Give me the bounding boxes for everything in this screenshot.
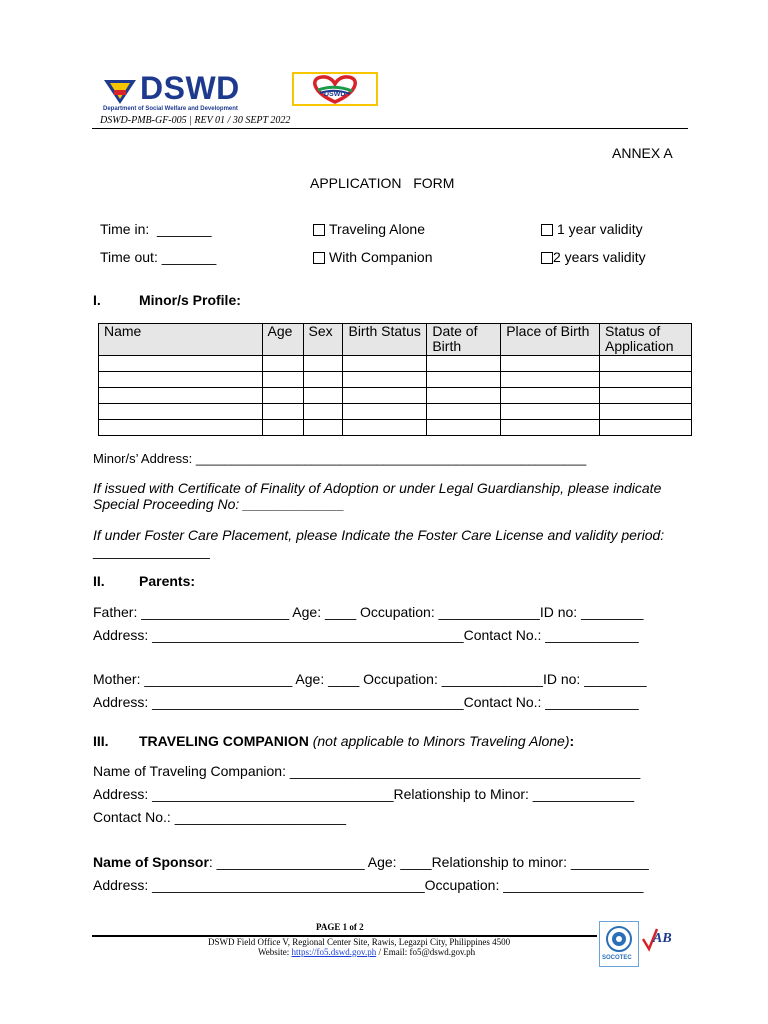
table-row — [99, 420, 692, 436]
foster-note-line1: If under Foster Care Placement, please Indicate the Foster Care License and validity period: — [93, 527, 665, 543]
table-cell[interactable] — [343, 388, 427, 404]
table-cell[interactable] — [262, 372, 303, 388]
table-cell[interactable] — [99, 356, 263, 372]
minor-address-field[interactable]: Minor/s’ Address: ______________________________________________________ — [93, 451, 587, 466]
footer-contact — [258, 947, 475, 957]
header-rule — [92, 128, 688, 129]
table-cell[interactable] — [501, 404, 600, 420]
col-header-name: Name — [99, 324, 263, 356]
companion-name-field[interactable]: Name of Traveling Companion: _____________________________________________ — [93, 763, 641, 779]
section2-number: II. — [93, 573, 105, 589]
time-in-field[interactable]: Time in: _______ — [100, 221, 212, 237]
socotec-text: SOCOTEC — [602, 955, 632, 961]
socotec-cert-badge — [599, 921, 639, 967]
website-label: Website: — [258, 947, 292, 957]
table-cell[interactable] — [262, 420, 303, 436]
table-cell[interactable] — [501, 388, 600, 404]
table-cell[interactable] — [303, 372, 343, 388]
table-row — [99, 372, 692, 388]
table-cell[interactable] — [262, 388, 303, 404]
with-companion-option[interactable] — [313, 249, 433, 265]
table-cell[interactable] — [501, 420, 600, 436]
heart-icon — [294, 74, 376, 104]
socotec-logo-icon — [600, 924, 638, 954]
table-row — [99, 356, 692, 372]
companion-contact-field[interactable]: Contact No.: ______________________ — [93, 809, 346, 825]
section3-note: (not applicable to Minors Traveling Alone) — [312, 733, 570, 749]
table-cell[interactable] — [303, 404, 343, 420]
table-row — [99, 404, 692, 420]
dswd-logo-subtitle: Department of Social Welfare and Development — [103, 106, 238, 112]
table-cell[interactable] — [99, 372, 263, 388]
table-cell[interactable] — [303, 388, 343, 404]
col-header-status-of-application: Status of Application — [599, 324, 691, 356]
foster-license-field[interactable]: _______________ — [93, 543, 210, 559]
table-cell[interactable] — [427, 388, 501, 404]
section2-title: Parents: — [139, 573, 196, 589]
father-field[interactable]: Father: ___________________ Age: ____ Occupation: _____________ID no: ________ — [93, 604, 644, 620]
with-companion-checkbox[interactable] — [313, 252, 325, 264]
dswd-logo — [100, 70, 260, 116]
companion-address-field[interactable]: Address: _______________________________Relationship to Minor: _____________ — [93, 786, 635, 802]
section3-number: III. — [93, 733, 109, 749]
mother-address-field[interactable]: Address: ________________________________________Contact No.: ____________ — [93, 694, 639, 710]
traveling-alone-checkbox[interactable] — [313, 224, 325, 236]
special-proceeding-field[interactable]: Special Proceeding No: _____________ — [93, 496, 345, 512]
table-cell[interactable] — [99, 388, 263, 404]
accreditation-text: AB — [653, 931, 672, 946]
section3-heading — [139, 733, 574, 749]
section1-number: I. — [93, 292, 101, 308]
sponsor-label: Name of Sponsor — [93, 854, 209, 870]
table-cell[interactable] — [427, 420, 501, 436]
mother-field[interactable]: Mother: ___________________ Age: ____ Occupation: _____________ID no: ________ — [93, 671, 647, 687]
second-logo-text: DSWD — [324, 91, 346, 98]
traveling-alone-option[interactable] — [313, 221, 425, 237]
annex-label: ANNEX A — [612, 145, 673, 161]
table-cell[interactable] — [343, 372, 427, 388]
footer-office: DSWD Field Office V, Regional Center Site, Rawis, Legazpi City, Philippines 4500 — [208, 937, 511, 947]
table-cell[interactable] — [599, 372, 691, 388]
table-cell[interactable] — [262, 356, 303, 372]
traveling-alone-label: Traveling Alone — [329, 221, 425, 237]
table-cell[interactable] — [427, 372, 501, 388]
two-years-checkbox[interactable] — [541, 252, 553, 264]
sponsor-blanks: : ___________________ Age: ____Relationship to minor: __________ — [208, 854, 649, 870]
table-cell[interactable] — [343, 356, 427, 372]
table-cell[interactable] — [303, 420, 343, 436]
with-companion-label: With Companion — [329, 249, 433, 265]
two-years-label: 2 years validity — [553, 249, 646, 265]
table-cell[interactable] — [303, 356, 343, 372]
one-year-option[interactable] — [541, 221, 643, 237]
table-cell[interactable] — [599, 420, 691, 436]
col-header-date-of-birth: Date of Birth — [427, 324, 501, 356]
col-header-place-of-birth: Place of Birth — [501, 324, 600, 356]
table-cell[interactable] — [427, 404, 501, 420]
section3-colon: : — [569, 733, 575, 749]
table-cell[interactable] — [427, 356, 501, 372]
table-cell[interactable] — [501, 356, 600, 372]
accreditation-badge — [641, 921, 677, 967]
dswd-emblem-icon — [102, 74, 138, 110]
one-year-checkbox[interactable] — [541, 224, 553, 236]
col-header-birth-status: Birth Status — [343, 324, 427, 356]
finality-note-line1: If issued with Certificate of Finality of Adoption or under Legal Guardianship, please indicate — [93, 480, 662, 496]
table-cell[interactable] — [99, 404, 263, 420]
dswd-logo-text: DSWD — [140, 70, 240, 106]
col-header-sex: Sex — [303, 324, 343, 356]
table-cell[interactable] — [599, 356, 691, 372]
table-cell[interactable] — [99, 420, 263, 436]
bagong-pilipinas-logo — [292, 72, 378, 106]
one-year-label: 1 year validity — [557, 221, 643, 237]
email-text: / Email: fo5@dswd.gov.ph — [376, 947, 476, 957]
minor-profile-table — [98, 323, 692, 436]
table-cell[interactable] — [501, 372, 600, 388]
table-header-row — [99, 324, 692, 356]
table-cell[interactable] — [599, 388, 691, 404]
section3-title: TRAVELING COMPANION — [139, 733, 309, 749]
table-cell[interactable] — [599, 404, 691, 420]
time-out-field[interactable]: Time out: _______ — [100, 249, 217, 265]
table-cell[interactable] — [262, 404, 303, 420]
form-code: DSWD-PMB-GF-005 | REV 01 / 30 SEPT 2022 — [100, 115, 291, 126]
table-cell[interactable] — [343, 420, 427, 436]
sponsor-field[interactable] — [93, 854, 649, 870]
section1-title: Minor/s Profile: — [139, 292, 241, 308]
table-row — [99, 388, 692, 404]
form-title: APPLICATION FORM — [310, 175, 455, 191]
table-cell[interactable] — [343, 404, 427, 420]
father-address-field[interactable]: Address: ________________________________________Contact No.: ____________ — [93, 627, 639, 643]
col-header-age: Age — [262, 324, 303, 356]
sponsor-address-field[interactable]: Address: ___________________________________Occupation: __________________ — [93, 877, 644, 893]
website-link[interactable]: https://fo5.dswd.gov.ph — [291, 947, 377, 957]
page-number: PAGE 1 of 2 — [316, 922, 364, 932]
two-years-option[interactable] — [541, 249, 646, 265]
